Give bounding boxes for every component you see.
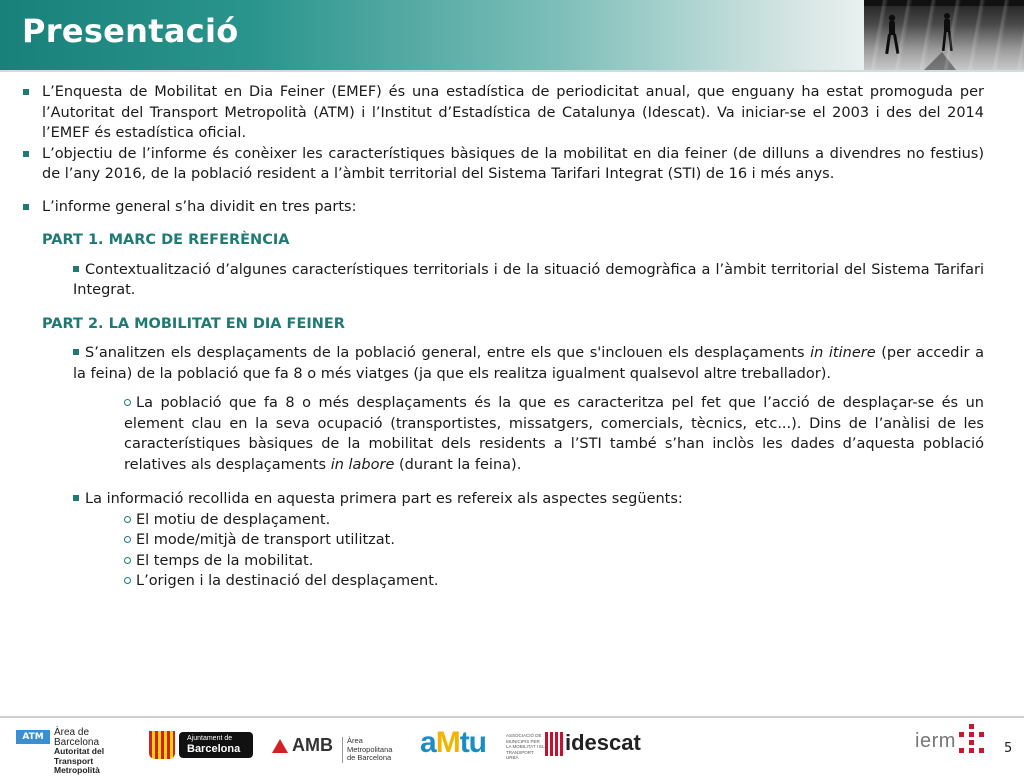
square-bullet-icon: [73, 266, 79, 272]
aspect-text: El motiu de desplaçament.: [136, 511, 331, 528]
bullet-text: La població que fa 8 o més desplaçaments és la que es caracteritza pel fet que l’acció de desplaçar-se és un element clau en la seva ocupació (transportistes, missatgers, comercials, tècnics, etc...). Dins de l’anàlisi de les característiques bàsiques de la mobilitat dels residents a l’STI també s’han inclòs les dades d’aquesta població relatives als desplaçaments: [124, 395, 984, 473]
italic-term: in labore: [330, 456, 395, 473]
part1-heading: PART 1. MARC DE REFERÈNCIA: [42, 232, 290, 248]
irmb-dots-icon: [959, 724, 985, 754]
part2-bullet-2: [73, 489, 984, 510]
circle-bullet-icon: [124, 577, 131, 584]
italic-term: in itinere: [810, 345, 876, 361]
part2-sub-bullet: [124, 393, 984, 475]
page-title: Presentació: [22, 12, 239, 50]
circle-bullet-icon: [124, 557, 131, 564]
amb-sub1: Àrea Metropolitana: [347, 736, 393, 754]
atm-line3: Metropolità: [54, 765, 100, 775]
bcn-main: Barcelona: [187, 743, 241, 755]
page-number: 5: [1004, 741, 1013, 756]
square-bullet-icon: [23, 151, 29, 157]
bullet-text: Contextualització d’algunes característiques territorials i de la situació demogràfica a l’àmbit territorial del Sistema Tarifari Integrat.: [73, 261, 984, 298]
amb-triangle-icon: [272, 739, 288, 753]
square-bullet-icon: [23, 204, 29, 210]
amtu-a: a: [420, 726, 436, 759]
circle-bullet-icon: [124, 536, 131, 543]
square-bullet-icon: [73, 495, 79, 501]
part2-heading: PART 2. LA MOBILITAT EN DIA FEINER: [42, 315, 345, 332]
bullet-text: L’Enquesta de Mobilitat en Dia Feiner (EMEF) és una estadística de periodicitat anual, que enguany ha estat promoguda per l’Autoritat del Transport Metropolità (ATM) i l’Institut d’Estadística de Catalunya (Idescat). Va iniciar-se el 2003 i des del 2014 l’EMEF és estadística oficial.: [42, 84, 984, 141]
bcn-label: [179, 732, 253, 758]
square-bullet-icon: [73, 349, 79, 355]
idescat-stripes-icon: [545, 732, 563, 756]
idescat-text: idescat: [565, 730, 641, 755]
amtu-main: [420, 726, 486, 760]
aspect-text: El mode/mitjà de transport utilitzat.: [136, 532, 395, 548]
atm-box: ATM: [16, 730, 50, 744]
part2-bullet-1: [73, 343, 984, 384]
intro-bullet-1: [20, 82, 984, 144]
intro-bullet-3: [20, 197, 984, 218]
slide-content: [20, 82, 984, 592]
aspect-item: [124, 530, 984, 551]
aspect-text: El temps de la mobilitat.: [136, 552, 314, 569]
bullet-text: (per accedir a la feina) de la població que fa 8 o més viatges (ja que els realitza igualment qualsevol altre treballador).: [73, 345, 984, 382]
atm-line2: Autoritat del Transport: [54, 746, 105, 766]
bullet-text: L’informe general s’ha dividit en tres parts:: [42, 198, 357, 215]
street-texture: [864, 0, 1024, 70]
part1-bullet: [73, 260, 984, 301]
atm-line1: Àrea de Barcelona: [54, 727, 100, 748]
footer-divider: [0, 716, 1024, 718]
ajuntament-barcelona-logo: [149, 728, 253, 760]
amtu-m: M: [435, 726, 460, 759]
header-photo: [864, 0, 1024, 70]
amtu-sub: ASSOCIACIÓ DE MUNICIPIS PER LA MOBILITAT I EL TRANSPORT URBÀ: [506, 733, 545, 760]
irmb-text: ierm: [915, 730, 956, 752]
intro-bullet-2: [20, 144, 984, 185]
aspect-item: [124, 551, 984, 572]
amb-logo: [272, 728, 404, 760]
bullet-text: (durant la feina).: [394, 456, 522, 473]
amtu-logo: [420, 726, 545, 760]
aspect-item: [124, 510, 984, 531]
amtu-tu: tu: [459, 726, 487, 759]
circle-bullet-icon: [124, 399, 131, 406]
barcelona-shield-icon: [149, 731, 175, 759]
bullet-text: S’analitzen els desplaçaments de la població general, entre els que s'inclouen els desplaçaments: [85, 345, 811, 361]
header-banner: [0, 0, 1024, 70]
circle-bullet-icon: [124, 516, 131, 523]
amb-sub2: de Barcelona: [347, 753, 392, 762]
irmb-logo: [915, 728, 985, 760]
aspect-item: [124, 571, 984, 592]
bcn-small: Ajuntament de: [187, 735, 233, 742]
amb-main: AMB: [292, 735, 333, 755]
amb-sub: [342, 737, 404, 763]
aspect-text: L’origen i la destinació del desplaçament.: [136, 573, 439, 589]
square-bullet-icon: [23, 89, 29, 95]
atm-text: [54, 728, 130, 776]
bullet-text: L’objectiu de l’informe és conèixer les característiques bàsiques de la mobilitat en dia feiner (de dilluns a divendres no festius) de l’any 2016, de la població resident a l’àmbit territorial del Sistema Tarifari Integrat (STI) de 16 i més anys.: [42, 145, 984, 182]
idescat-logo: [545, 728, 651, 760]
atm-logo: [16, 727, 130, 775]
bullet-text: La informació recollida en aquesta primera part es refereix als aspectes següents:: [85, 491, 683, 507]
header-divider: [0, 70, 1024, 72]
